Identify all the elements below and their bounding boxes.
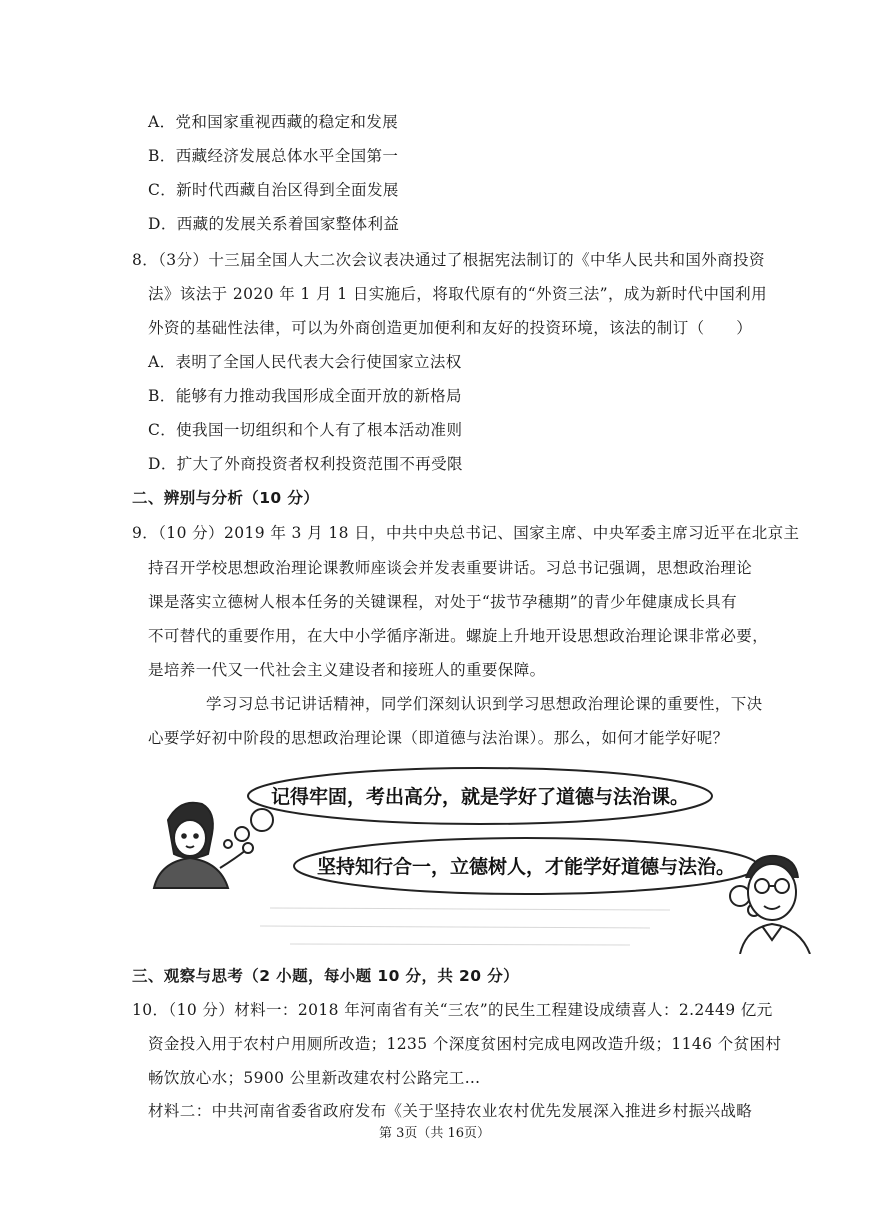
q7-option-c: C．新时代西藏自治区得到全面发展 <box>148 181 399 199</box>
q8-text-line: 外资的基础性法律，可以为外商创造更加便利和友好的投资环境，该法的制订（ ） <box>148 319 753 337</box>
q7-option-d: D．西藏的发展关系着国家整体利益 <box>148 215 400 233</box>
section-heading: 三、观察与思考（2 小题，每小题 10 分，共 20 分） <box>132 967 520 985</box>
section-heading: 二、辨别与分析（10 分） <box>132 489 320 507</box>
q9-text-line: 不可替代的重要作用，在大中小学循序渐进。螺旋上升地开设思想政治理论课非常必要， <box>148 627 769 645</box>
q10-text-line: 资金投入用于农村户用厕所改造；1235 个深度贫困村完成电网改造升级；1146 个贫困村 <box>148 1035 782 1053</box>
q10-text-line: 材料二：中共河南省委省政府发布《关于坚持农业农村优先发展深入推进乡村振兴战略 <box>148 1102 753 1120</box>
thought-dot <box>251 809 273 831</box>
q8-text-line: 8．（3分）十三届全国人大二次会议表决通过了根据宪法制订的《中华人民共和国外商投资 <box>132 251 765 269</box>
q9-text-line: 9．（10 分）2019 年 3 月 18 日，中共中央总书记、国家主席、中央军委主席习近平在北京主 <box>132 524 800 542</box>
q9-paragraph-line: 学习习总书记讲话精神，同学们深刻认识到学习思想政治理论课的重要性，下决 <box>206 695 763 713</box>
cartoon-illustration <box>150 758 820 954</box>
q9-text-line: 持召开学校思想政治理论课教师座谈会并发表重要讲话。习总书记强调，思想政治理论 <box>148 559 753 577</box>
man-figure <box>740 856 810 954</box>
q8-option-a: A．表明了全国人民代表大会行使国家立法权 <box>148 353 462 371</box>
q8-text-line: 法》该法于 2020 年 1 月 1 日实施后，将取代原有的“外资三法”，成为新时代中国利用 <box>148 285 767 303</box>
q9-text-line: 课是落实立德树人根本任务的关键课程，对处于“拔节孕穗期”的青少年健康成长具有 <box>148 593 738 611</box>
q7-option-b: B．西藏经济发展总体水平全国第一 <box>148 147 399 165</box>
q9-text-line: 是培养一代又一代社会主义建设者和接班人的重要保障。 <box>148 661 546 679</box>
q8-option-d: D．扩大了外商投资者权利投资范围不再受限 <box>148 455 463 473</box>
thought-dot <box>235 827 249 841</box>
q9-paragraph-line: 心要学好初中阶段的思想政治理论课（即道德与法治课）。那么，如何才能学好呢？ <box>148 729 729 747</box>
page-footer: 第 3页（共 16页） <box>378 1126 491 1141</box>
bubble-top-text: 记得牢固，考出高分，就是学好了道德与法治课。 <box>270 786 690 808</box>
bubble-bottom-text: 坚持知行合一，立德树人，才能学好道德与法治。 <box>316 856 736 878</box>
background-noise <box>260 908 670 945</box>
q8-option-b: B．能够有力推动我国形成全面开放的新格局 <box>148 387 462 405</box>
q8-option-c: C．使我国一切组织和个人有了根本活动准则 <box>148 421 463 439</box>
girl-figure <box>154 803 253 888</box>
q7-option-a: A．党和国家重视西藏的稳定和发展 <box>148 113 399 131</box>
thought-dot <box>730 886 750 906</box>
q10-text-line: 畅饮放心水；5900 公里新改建农村公路完工… <box>148 1069 481 1087</box>
thought-dot <box>224 840 232 848</box>
q10-text-line: 10．（10 分）材料一：2018 年河南省有关“三农”的民生工程建设成绩喜人：2.2449 亿元 <box>132 1001 773 1019</box>
